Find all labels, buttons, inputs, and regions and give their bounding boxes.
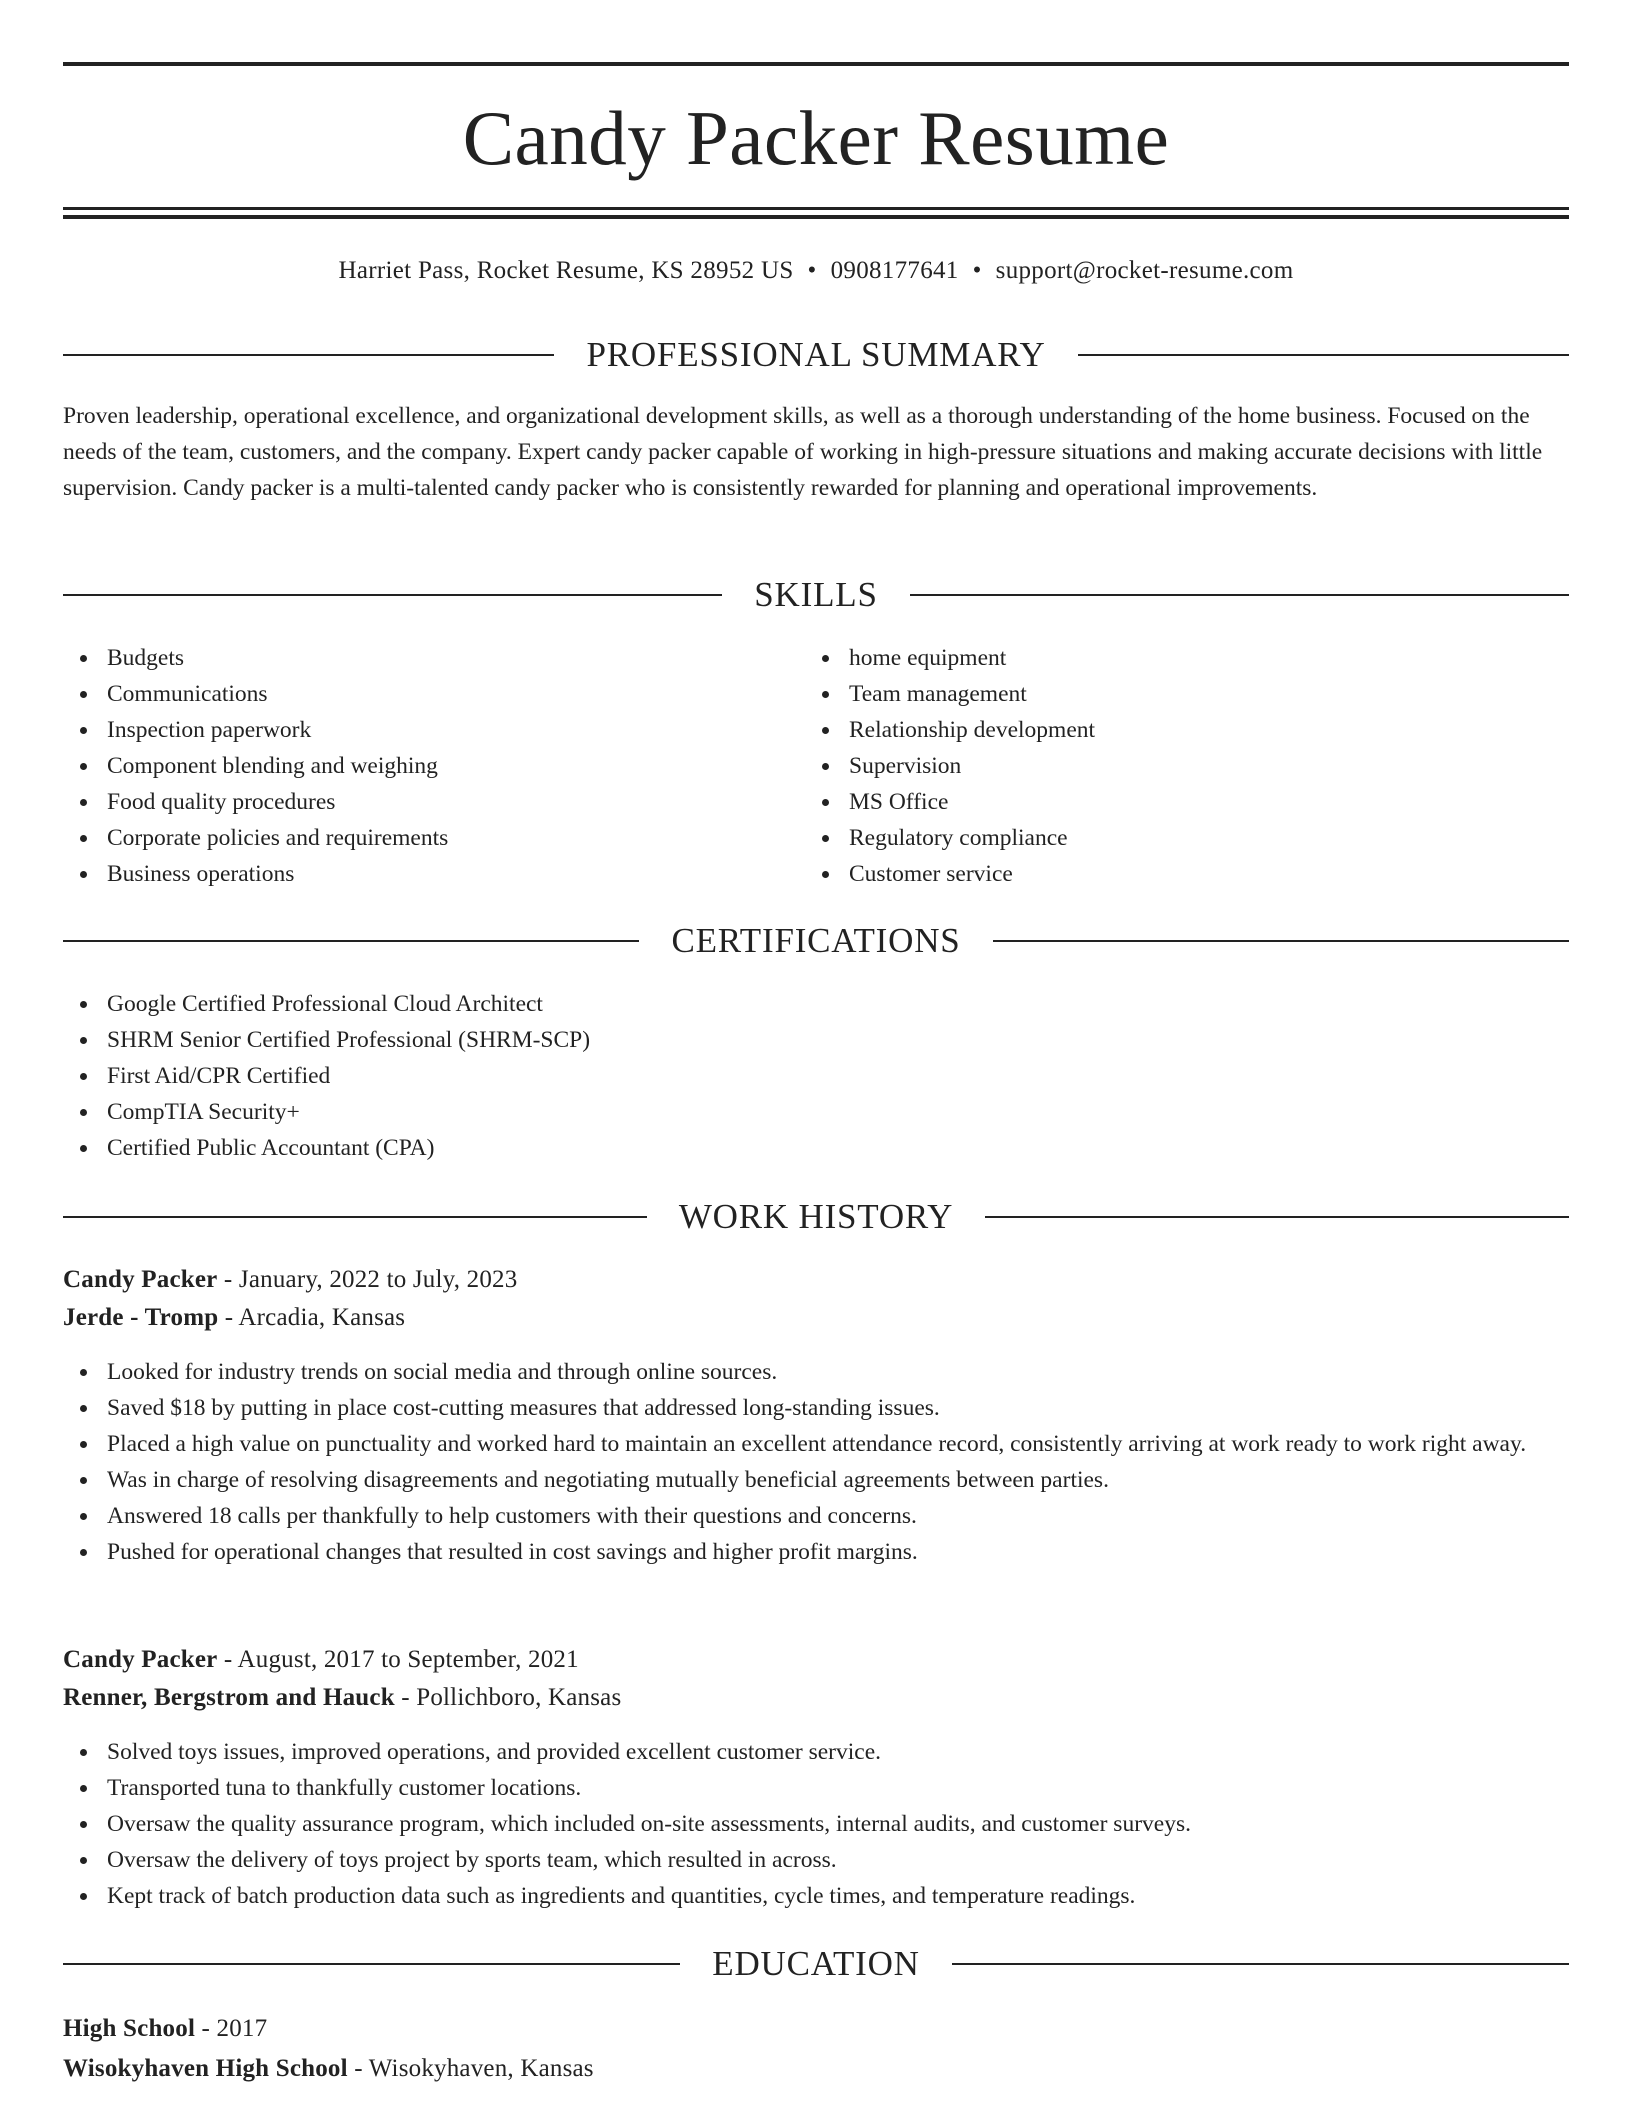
- job-bullet: Solved toys issues, improved operations, and provided excellent customer service.: [63, 1734, 1569, 1770]
- skill-item: Inspection paperwork: [63, 712, 763, 748]
- section-heading-certifications: [63, 916, 1569, 966]
- job-bullet: Oversaw the delivery of toys project by sports team, which resulted in across.: [63, 1842, 1569, 1878]
- education-year: - 2017: [195, 2015, 268, 2042]
- job-location: - Arcadia, Kansas: [218, 1304, 406, 1331]
- education-degree-line: [63, 2010, 1569, 2048]
- contact-separator: •: [972, 257, 982, 284]
- certifications-list: [63, 986, 1569, 1166]
- divider: [63, 594, 722, 596]
- title-rule-upper: [63, 207, 1569, 210]
- divider: [63, 940, 639, 942]
- certification-item: SHRM Senior Certified Professional (SHRM-SCP): [63, 1022, 1569, 1058]
- job-dates: - August, 2017 to September, 2021: [217, 1646, 579, 1673]
- divider: [63, 354, 554, 356]
- divider: [993, 940, 1569, 942]
- job-bullet: Pushed for operational changes that resulted in cost savings and higher profit margins.: [63, 1534, 1569, 1570]
- job-bullet: Was in charge of resolving disagreements and negotiating mutually beneficial agreements between parties.: [63, 1462, 1569, 1498]
- job-title-line: [63, 1641, 1569, 1679]
- certification-item: Google Certified Professional Cloud Architect: [63, 986, 1569, 1022]
- job-company: Jerde - Tromp: [63, 1304, 219, 1331]
- job-bullets: [63, 1734, 1569, 1914]
- job-title: Candy Packer: [63, 1646, 218, 1673]
- job-bullet: Kept track of batch production data such as ingredients and quantities, cycle times, and temperature readings.: [63, 1878, 1569, 1914]
- skill-item: Corporate policies and requirements: [63, 820, 763, 856]
- summary-paragraph: Proven leadership, operational excellence, and organizational development skills, as well as a thorough understanding of the home business. Focused on the needs of the team, customers, and the company. Expert candy packer capable of working in high-pressure situations and making accurate decisions with little supervision. Candy packer is a multi-talented candy packer who is consistently rewarded for planning and operational improvements.: [63, 403, 1543, 501]
- contact-address: Harriet Pass, Rocket Resume, KS 28952 US: [338, 257, 794, 284]
- job-bullet: Placed a high value on punctuality and worked hard to maintain an excellent attendance record, consistently arriving at work ready to work right away.: [63, 1426, 1569, 1462]
- job-bullet: Saved $18 by putting in place cost-cutting measures that addressed long-standing issues.: [63, 1390, 1569, 1426]
- job-bullets: [63, 1354, 1569, 1570]
- job-location: - Pollichboro, Kansas: [394, 1684, 622, 1711]
- education-degree: High School: [63, 2015, 196, 2042]
- resume-title: Candy Packer Resume: [462, 95, 1170, 181]
- section-title: SKILLS: [754, 575, 878, 614]
- skill-item: Customer service: [805, 856, 1505, 892]
- section-heading-education: [63, 1939, 1569, 1989]
- job-bullet: Transported tuna to thankfully customer locations.: [63, 1770, 1569, 1806]
- divider: [63, 1963, 680, 1965]
- divider: [910, 594, 1569, 596]
- skill-item: Component blending and weighing: [63, 748, 763, 784]
- section-heading-summary: [63, 330, 1569, 380]
- contact-separator: •: [807, 257, 817, 284]
- education-school-line: [63, 2050, 1569, 2088]
- job-bullet: Looked for industry trends on social media and through online sources.: [63, 1354, 1569, 1390]
- certification-item: First Aid/CPR Certified: [63, 1058, 1569, 1094]
- divider: [952, 1963, 1569, 1965]
- skill-item: Budgets: [63, 640, 763, 676]
- section-heading-work-history: [63, 1192, 1569, 1242]
- education-location: - Wisokyhaven, Kansas: [347, 2055, 594, 2082]
- job-company-line: [63, 1679, 1569, 1717]
- divider: [985, 1216, 1569, 1218]
- contact-email: support@rocket-resume.com: [995, 257, 1294, 284]
- skills-list-left: [63, 640, 763, 892]
- divider: [1078, 354, 1569, 356]
- skill-item: Team management: [805, 676, 1505, 712]
- contact-phone: 0908177641: [830, 257, 959, 284]
- skill-item: Communications: [63, 676, 763, 712]
- job-company: Renner, Bergstrom and Hauck: [63, 1684, 395, 1711]
- section-title: CERTIFICATIONS: [671, 921, 961, 960]
- education-school: Wisokyhaven High School: [63, 2055, 348, 2082]
- skill-item: Relationship development: [805, 712, 1505, 748]
- section-title: EDUCATION: [712, 1944, 920, 1983]
- job-bullet: Oversaw the quality assurance program, which included on-site assessments, internal audits, and customer surveys.: [63, 1806, 1569, 1842]
- job-title: Candy Packer: [63, 1266, 218, 1293]
- skill-item: Regulatory compliance: [805, 820, 1505, 856]
- section-title: PROFESSIONAL SUMMARY: [586, 335, 1046, 374]
- job-company-line: [63, 1299, 1569, 1337]
- job-title-line: [63, 1261, 1569, 1299]
- title-rule-lower: [63, 215, 1569, 219]
- skill-item: MS Office: [805, 784, 1505, 820]
- certification-item: CompTIA Security+: [63, 1094, 1569, 1130]
- skill-item: Business operations: [63, 856, 763, 892]
- certification-item: Certified Public Accountant (CPA): [63, 1130, 1569, 1166]
- job-bullet: Answered 18 calls per thankfully to help customers with their questions and concerns.: [63, 1498, 1569, 1534]
- skill-item: Food quality procedures: [63, 784, 763, 820]
- section-heading-skills: [63, 570, 1569, 620]
- skill-item: Supervision: [805, 748, 1505, 784]
- section-title: WORK HISTORY: [678, 1197, 954, 1236]
- skill-item: home equipment: [805, 640, 1505, 676]
- contact-line: [63, 253, 1569, 289]
- top-rule: [63, 62, 1569, 66]
- job-dates: - January, 2022 to July, 2023: [217, 1266, 518, 1293]
- skills-list-right: [805, 640, 1505, 892]
- divider: [63, 1216, 647, 1218]
